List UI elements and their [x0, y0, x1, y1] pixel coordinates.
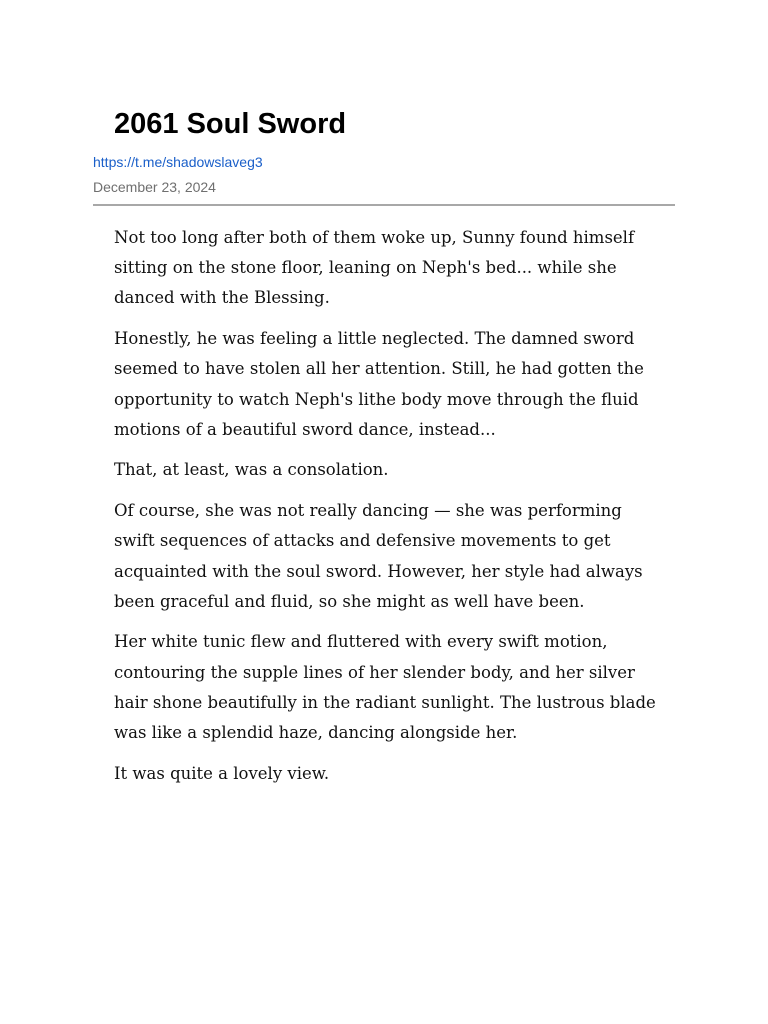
source-link[interactable]: https://t.me/shadowslaveg3 [93, 154, 263, 170]
paragraph: Honestly, he was feeling a little neglected. The damned sword seemed to have stolen all her attention. Still, he had gotten the opportunity to watch Neph's lithe body move through the fluid motions of a beautiful sword dance, instead... [114, 329, 644, 439]
paragraph: That, at least, was a consolation. [114, 460, 389, 480]
paragraph: It was quite a lovely view. [114, 763, 330, 783]
paragraph: Her white tunic flew and fluttered with every swift motion, contouring the supple lines of her slender body, and her silver hair shone beautifully in the radiant sunlight. The lustrous blade was like a splendid haze, dancing alongside her. [114, 632, 656, 743]
header-divider [93, 204, 675, 206]
publish-date: December 23, 2024 [93, 179, 216, 195]
article-body [114, 223, 659, 799]
paragraph: Not too long after both of them woke up, Sunny found himself sitting on the stone floor, leaning on Neph's bed... while she danced with the Blessing. [114, 228, 635, 308]
paragraph: Of course, she was not really dancing — she was performing swift sequences of attacks and defensive movements to get acquainted with the soul sword. However, her style had always been graceful and fluid, so she might as well have been. [114, 501, 643, 611]
article-title: 2061 Soul Sword [114, 108, 347, 140]
